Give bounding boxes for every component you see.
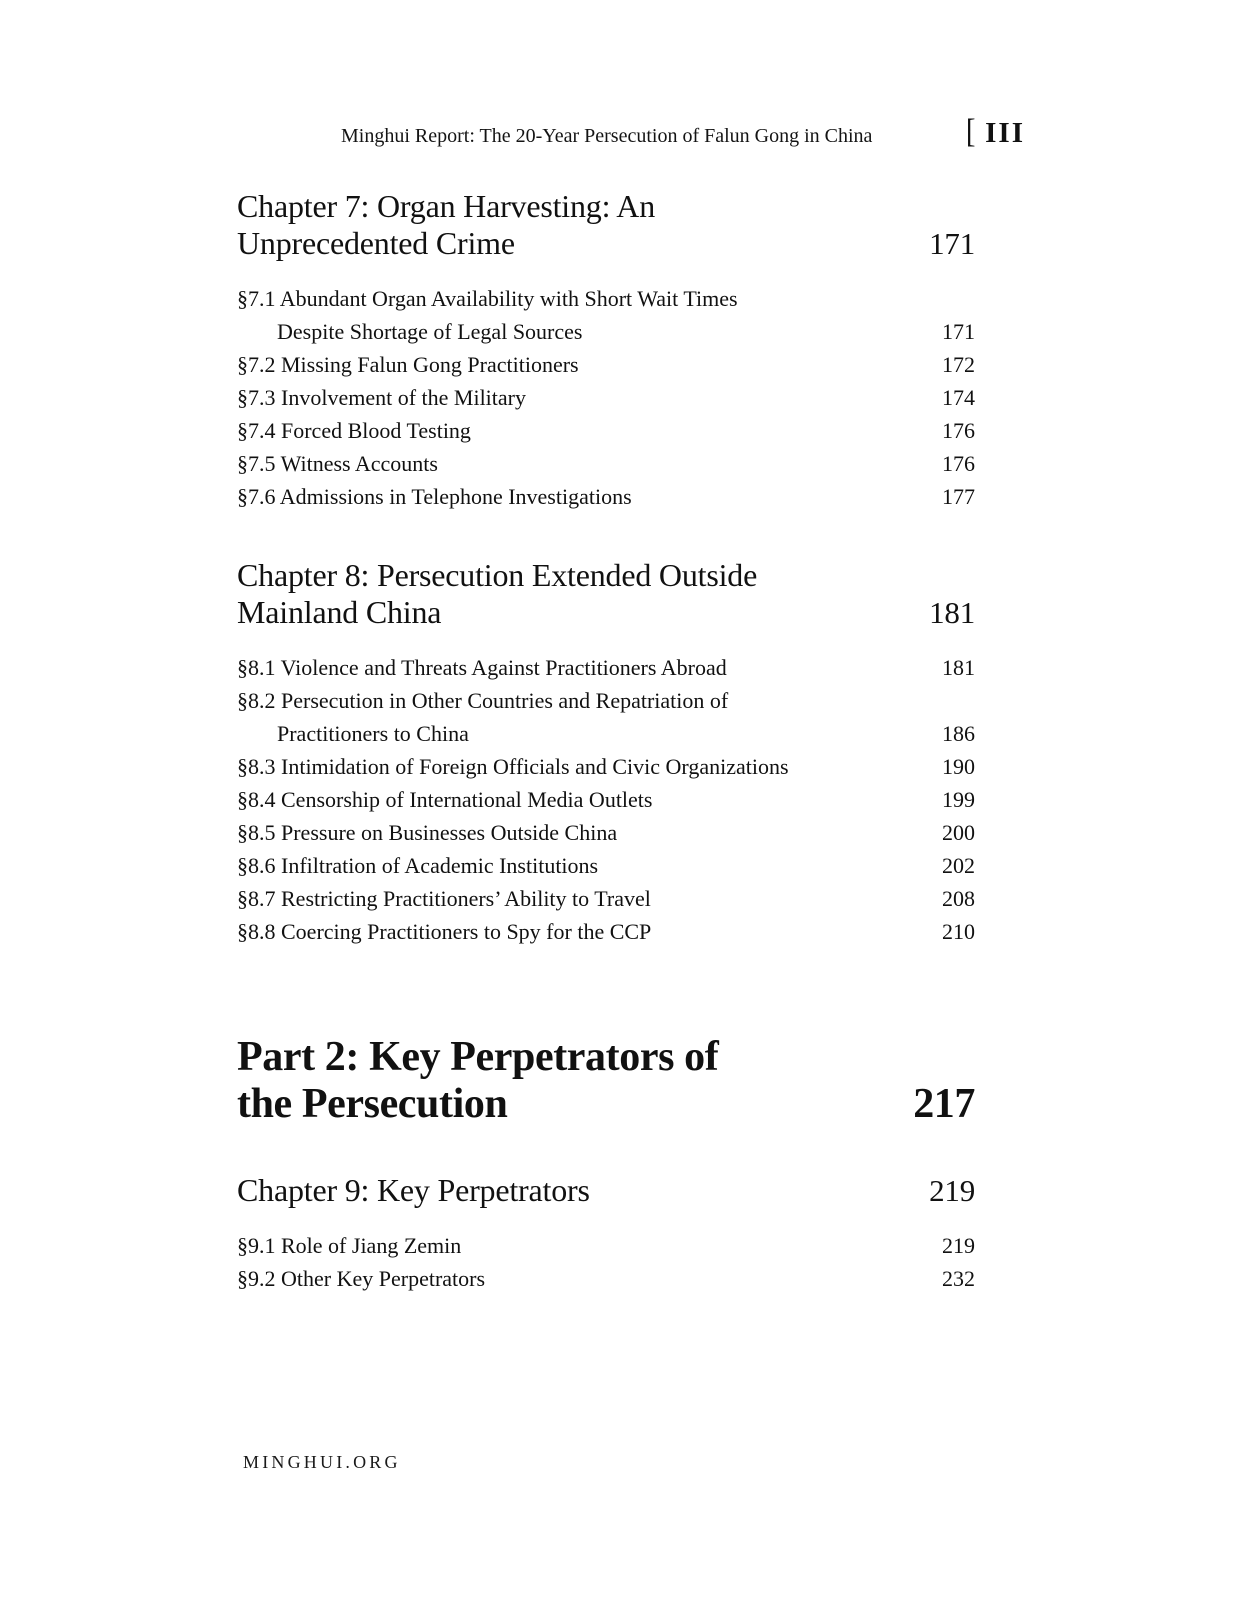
section-page-number: 199 xyxy=(942,787,975,812)
section-title-text: §8.4 Censorship of International Media Outlets xyxy=(237,787,653,812)
section-line xyxy=(237,684,975,717)
toc-chapter-entry xyxy=(237,557,975,948)
section-line xyxy=(237,750,975,783)
page-footer xyxy=(243,1452,401,1473)
heading-line xyxy=(237,1172,975,1209)
heading-title-text: Chapter 8: Persecution Extended Outside xyxy=(237,557,758,593)
section-line xyxy=(237,849,975,882)
toc-section-entry[interactable] xyxy=(237,816,975,849)
section-title-text: §7.6 Admissions in Telephone Investigations xyxy=(237,484,632,509)
heading-title-text: the Persecution xyxy=(237,1081,508,1127)
chapter-heading[interactable] xyxy=(237,188,975,262)
section-page-number: 200 xyxy=(942,820,975,845)
section-title-text: §9.1 Role of Jiang Zemin xyxy=(237,1233,462,1258)
toc-section-entry[interactable] xyxy=(237,849,975,882)
section-title-text: §8.2 Persecution in Other Countries and Repatriation of xyxy=(237,688,729,713)
toc-section-entry[interactable] xyxy=(237,915,975,948)
section-page-number: 186 xyxy=(942,721,975,746)
chapter-heading[interactable] xyxy=(237,1172,975,1209)
section-title-text: §7.5 Witness Accounts xyxy=(237,451,438,476)
toc-section-entry[interactable] xyxy=(237,282,975,348)
heading-line xyxy=(237,225,975,262)
table-of-contents xyxy=(237,188,975,1295)
section-line xyxy=(237,717,975,750)
section-page-number: 190 xyxy=(942,754,975,779)
toc-section-entry[interactable] xyxy=(237,882,975,915)
section-page-number: 202 xyxy=(942,853,975,878)
heading-line xyxy=(237,1081,975,1128)
toc-section-entry[interactable] xyxy=(237,381,975,414)
section-line xyxy=(237,882,975,915)
section-page-number: 176 xyxy=(942,451,975,476)
toc-section-entry[interactable] xyxy=(237,447,975,480)
section-line xyxy=(237,282,975,315)
section-line xyxy=(237,480,975,513)
toc-section-entry[interactable] xyxy=(237,783,975,816)
running-header xyxy=(237,112,1025,152)
heading-line xyxy=(237,188,975,225)
running-title: Minghui Report: The 20-Year Persecution of Falun Gong in China xyxy=(341,125,873,147)
chapter-heading[interactable] xyxy=(237,557,975,631)
heading-page-number: 171 xyxy=(929,226,975,261)
toc-section-entry[interactable] xyxy=(237,348,975,381)
toc-section-entry[interactable] xyxy=(237,651,975,684)
section-page-number: 210 xyxy=(942,919,975,944)
heading-title-text: Chapter 7: Organ Harvesting: An xyxy=(237,188,656,224)
section-title-text: §8.7 Restricting Practitioners’ Ability to Travel xyxy=(237,886,651,911)
section-line xyxy=(237,651,975,684)
site-name: MINGHUI.ORG xyxy=(243,1452,401,1472)
section-title-text: §7.3 Involvement of the Military xyxy=(237,385,526,410)
heading-page-number: 181 xyxy=(929,595,975,630)
section-page-number: 219 xyxy=(942,1233,975,1258)
section-line xyxy=(237,381,975,414)
toc-section-entry[interactable] xyxy=(237,750,975,783)
section-line xyxy=(237,414,975,447)
section-title-text: §8.3 Intimidation of Foreign Officials and Civic Organizations xyxy=(237,754,789,779)
bracket-glyph: [ xyxy=(965,113,976,150)
section-page-number: 172 xyxy=(942,352,975,377)
section-line xyxy=(237,783,975,816)
section-page-number: 177 xyxy=(942,484,975,509)
heading-line xyxy=(237,1034,975,1081)
heading-title-text: Part 2: Key Perpetrators of xyxy=(237,1034,719,1080)
toc-section-entry[interactable] xyxy=(237,414,975,447)
section-list xyxy=(237,282,975,513)
section-line xyxy=(237,1262,975,1295)
toc-part-entry xyxy=(237,1034,975,1128)
section-title-text: §9.2 Other Key Perpetrators xyxy=(237,1266,486,1291)
heading-title-text: Chapter 9: Key Perpetrators xyxy=(237,1172,590,1208)
section-title-text: §7.2 Missing Falun Gong Practitioners xyxy=(237,352,579,377)
section-line xyxy=(237,816,975,849)
page-number: III xyxy=(985,117,1025,149)
heading-line xyxy=(237,557,975,594)
section-line xyxy=(237,447,975,480)
section-page-number: 208 xyxy=(942,886,975,911)
section-list xyxy=(237,1229,975,1295)
heading-page-number: 217 xyxy=(913,1081,975,1127)
heading-line xyxy=(237,594,975,631)
toc-section-entry[interactable] xyxy=(237,684,975,750)
section-title-text: Practitioners to China xyxy=(277,721,469,746)
section-title-text: §7.4 Forced Blood Testing xyxy=(237,418,471,443)
section-title-text: Despite Shortage of Legal Sources xyxy=(277,319,583,344)
toc-section-entry[interactable] xyxy=(237,1229,975,1262)
section-page-number: 171 xyxy=(942,319,975,344)
section-line xyxy=(237,915,975,948)
section-page-number: 174 xyxy=(942,385,975,410)
section-page-number: 181 xyxy=(942,655,975,680)
part-heading[interactable] xyxy=(237,1034,975,1128)
section-title-text: §8.6 Infiltration of Academic Institutions xyxy=(237,853,599,878)
heading-page-number: 219 xyxy=(929,1173,975,1208)
toc-section-entry[interactable] xyxy=(237,1262,975,1295)
section-list xyxy=(237,651,975,948)
section-title-text: §8.5 Pressure on Businesses Outside China xyxy=(237,820,618,845)
section-line xyxy=(237,315,975,348)
section-title-text: §8.8 Coercing Practitioners to Spy for the CCP xyxy=(237,919,652,944)
toc-chapter-entry xyxy=(237,188,975,513)
section-page-number: 176 xyxy=(942,418,975,443)
section-title-text: §7.1 Abundant Organ Availability with Short Wait Times xyxy=(237,286,738,311)
section-line xyxy=(237,348,975,381)
toc-section-entry[interactable] xyxy=(237,480,975,513)
heading-title-text: Unprecedented Crime xyxy=(237,225,515,261)
section-title-text: §8.1 Violence and Threats Against Practitioners Abroad xyxy=(237,655,727,680)
section-page-number: 232 xyxy=(942,1266,975,1291)
page-number-marker xyxy=(965,112,1025,153)
heading-title-text: Mainland China xyxy=(237,594,442,630)
section-line xyxy=(237,1229,975,1262)
toc-chapter-entry xyxy=(237,1172,975,1295)
